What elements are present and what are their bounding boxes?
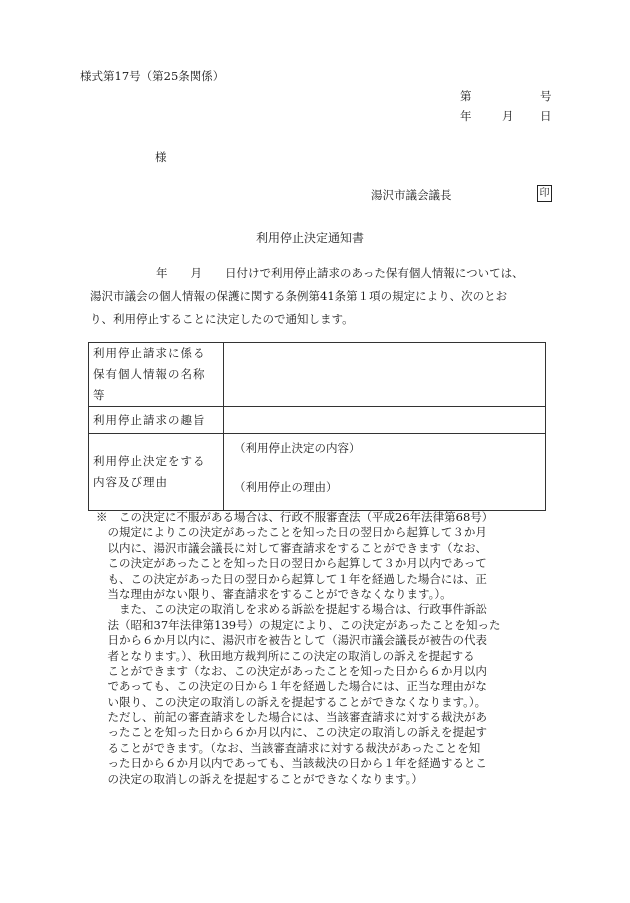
date-month: 月 bbox=[502, 109, 514, 123]
row-value-decision[interactable] bbox=[224, 434, 546, 511]
date-year: 年 bbox=[460, 109, 472, 123]
info-table bbox=[88, 342, 546, 511]
note-line: 日から６か月以内に、湯沢市を被告として（湯沢市議会議長が被告の代表 bbox=[96, 633, 487, 648]
addressee-honorific: 様 bbox=[155, 150, 167, 164]
appeal-note bbox=[96, 510, 558, 787]
note-line: 法（昭和37年法律第139号）の規定により、この決定があったことを知った bbox=[96, 617, 501, 632]
note-line: ※ この決定に不服がある場合は、行政不服審査法（平成26年法律第68号） bbox=[96, 510, 494, 524]
note-line: 以内に、湯沢市議会議長に対して審査請求をすることができます（なお、 bbox=[96, 540, 487, 555]
number-suffix: 号 bbox=[540, 89, 552, 103]
note-line: であっても、この決定の日から１年を経過した場合には、正当な理由がな bbox=[96, 679, 487, 694]
body-line: 湯沢市議会の個人情報の保護に関する条例第41条第１項の規定により、次のとお bbox=[90, 289, 508, 303]
body-line: り、利用停止することに決定したので通知します。 bbox=[90, 312, 354, 326]
table-row bbox=[89, 343, 546, 407]
note-line: この決定があったことを知った日の翌日から起算して３か月以内であって bbox=[96, 556, 487, 571]
document-title: 利用停止決定通知書 bbox=[256, 231, 365, 245]
issuer: 湯沢市議会議長 bbox=[371, 188, 452, 202]
note-line: も、この決定があった日の翌日から起算して１年を経過した場合には、正 bbox=[96, 571, 487, 586]
note-line: の規定によりこの決定があったことを知った日の翌日から起算して３か月 bbox=[96, 525, 487, 540]
table-row bbox=[89, 434, 546, 511]
row-label-decision: 利用停止決定をする 内容及び理由 bbox=[89, 434, 224, 511]
row-value-info-name[interactable] bbox=[224, 343, 546, 407]
seal-mark: 印 bbox=[537, 185, 552, 202]
table-row bbox=[89, 407, 546, 434]
decision-content-label: （利用停止決定の内容） bbox=[234, 441, 361, 455]
body-paragraph bbox=[90, 262, 550, 331]
note-line: ったことを知った日から６か月以内に、この決定の取消しの訴えを提起す bbox=[96, 725, 487, 740]
decision-reason-label: （利用停止の理由） bbox=[234, 480, 338, 494]
note-line: ることができます。（なお、当該審査請求に対する裁決があったことを知 bbox=[96, 740, 481, 755]
note-line: った日から６か月以内であっても、当該裁決の日から１年を経過するとこ bbox=[96, 756, 487, 771]
form-id: 様式第17号（第25条関係） bbox=[80, 69, 225, 83]
body-line: 年 月 日付けで利用停止請求のあった保有個人情報については、 bbox=[156, 266, 524, 280]
note-line: また、この決定の取消しを求める訴訟を提起する場合は、行政事件訴訟 bbox=[96, 602, 487, 617]
row-label-info-name: 利用停止請求に係る 保有個人情報の名称 等 bbox=[89, 343, 224, 407]
note-line: の決定の取消しの訴えを提起することができなくなります。） bbox=[96, 771, 423, 786]
note-line: ことができます（なお、この決定があったことを知った日から６か月以内 bbox=[96, 663, 487, 678]
note-line: い限り、この決定の取消しの訴えを提起することができなくなります。）。 bbox=[96, 694, 487, 709]
row-label-request-purpose: 利用停止請求の趣旨 bbox=[89, 407, 224, 434]
note-line: 当な理由がない限り、審査請求をすることができなくなります。）。 bbox=[96, 586, 452, 601]
date-day: 日 bbox=[540, 109, 552, 123]
note-line: 者となります。）、秋田地方裁判所にこの決定の取消しの訴えを提起する bbox=[96, 648, 475, 663]
number-label: 第 bbox=[460, 89, 472, 103]
note-line: ただし、前記の審査請求をした場合には、当該審査請求に対する裁決があ bbox=[96, 710, 487, 725]
row-value-request-purpose[interactable] bbox=[224, 407, 546, 434]
